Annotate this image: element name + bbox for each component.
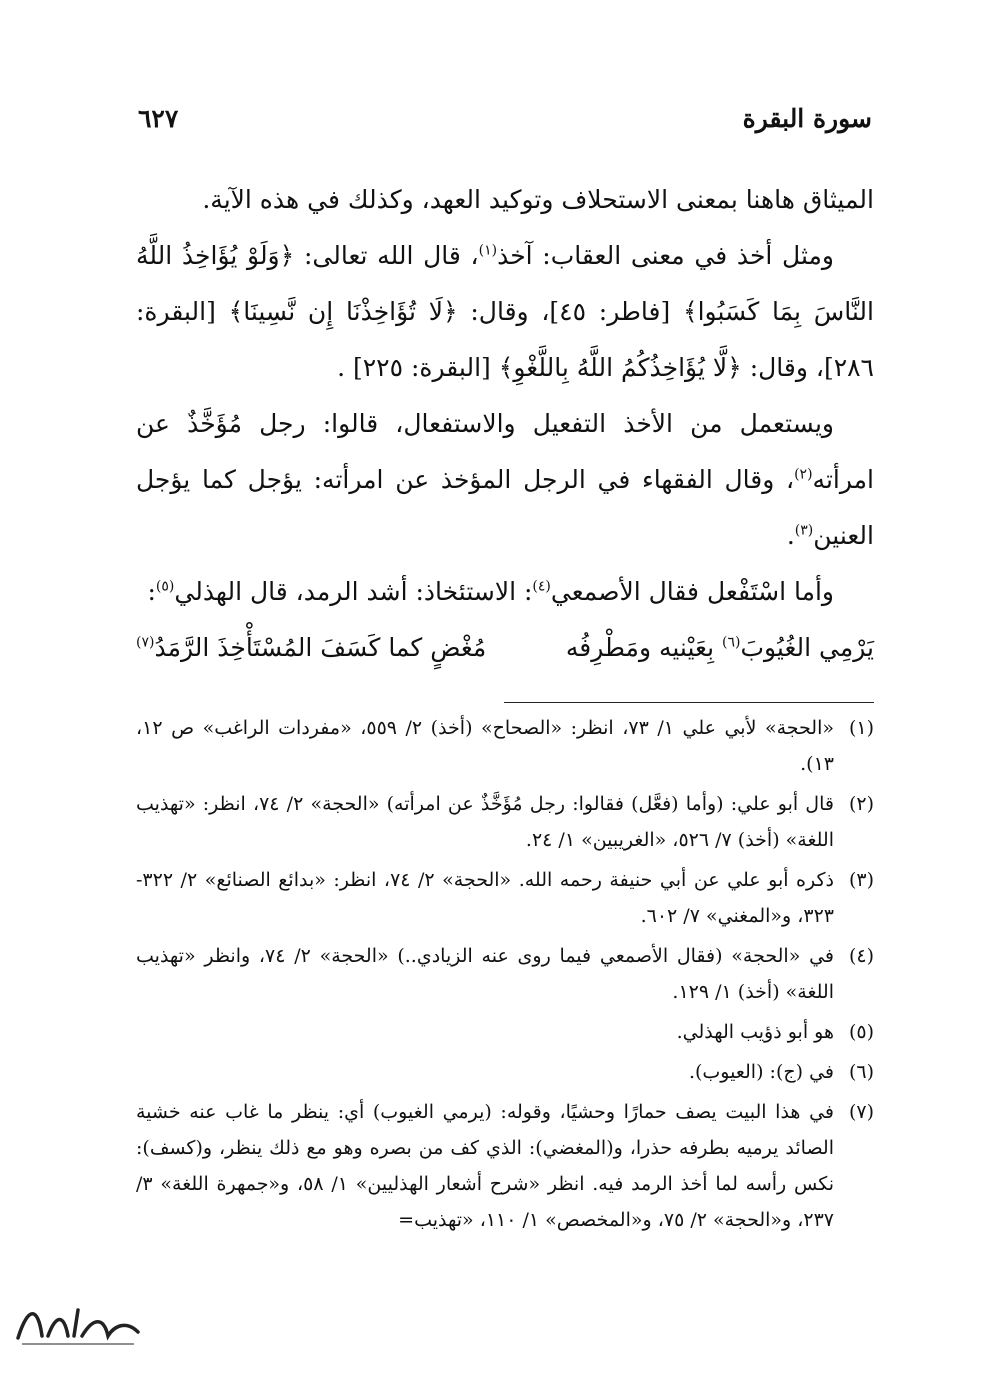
footnote-number: (٥) (848, 1021, 874, 1043)
footnote-ref-3[interactable]: (٣) (794, 522, 814, 539)
footnote (136, 710, 874, 782)
paragraph-2 (136, 228, 874, 396)
verse-second-hemistich (136, 620, 486, 676)
footnote-ref-5[interactable]: (٥) (155, 578, 175, 595)
footnote (136, 862, 874, 934)
footnote-ref-7[interactable]: (٧) (136, 634, 155, 651)
verse-right-text-a: يَرْمِي الغُيُوبَ (740, 633, 874, 662)
paragraph-2-text-b: ، قال الله تعالى: ﴿وَلَوْ يُؤَاخِذُ اللَّهُ النَّاسَ بِمَا كَسَبُوا﴾ [فاطر: ٤٥]، وقال: ﴿لَا تُؤَاخِذْنَا إِن نَّسِينَا﴾ [البقرة: ٢٨٦]، وقال: ﴿لَّا يُؤَاخِذُكُمُ اللَّهُ بِاللَّغْوِ﴾ [البقرة: ٢٢٥] . (136, 241, 874, 382)
footnote-text: في (ج): (العيوب). (688, 1061, 834, 1083)
paragraph-3 (136, 396, 874, 564)
verse-first-hemistich (566, 620, 874, 676)
footnote-ref-2[interactable]: (٢) (794, 466, 813, 483)
footnote (136, 1094, 874, 1238)
surah-title: سورة البقرة (742, 103, 872, 133)
footnote (136, 1054, 874, 1090)
footnote (136, 1014, 874, 1050)
footnotes (136, 710, 874, 1242)
footnote-text: في هذا البيت يصف حمارًا وحشيًا، وقوله: (يرمي الغيوب) أي: ينظر ما غاب عنه خشية الصائد يرميه بطرفه حذرا، و(المغضي): الذي كف من بصره وهو مع ذلك ينظر، و(كسف): نكس رأسه لما أخذ الرمد فيه. انظر «شرح أشعار الهذليين» ١/ ٥٨، و«جمهرة اللغة» ٣/ ٢٣٧، و«الحجة» ٢/ ٧٥، و«المخصص» ١/ ١١٠، «تهذيب= (136, 1101, 835, 1231)
paragraph-4 (136, 564, 874, 620)
footnote-text: في «الحجة» (فقال الأصمعي فيما روى عنه الزيادي..) «الحجة» ٢/ ٧٤، وانظر «تهذيب اللغة» (أخذ) ١/ ١٢٩. (136, 945, 834, 1003)
verse-right-text-b: بِعَيْنيه ومَطْرِفُه (565, 633, 722, 662)
paragraph-1 (136, 172, 874, 228)
paragraph-3-text-b: ، وقال الفقهاء في الرجل المؤخذ عن امرأته: يؤجل كما يؤجل العنين (136, 465, 874, 550)
footnote-number: (٢) (848, 793, 874, 815)
footnote-divider (504, 702, 874, 703)
calligraphy-logo (8, 1296, 148, 1356)
paragraph-4-text-c: : (147, 577, 156, 606)
footnote (136, 938, 874, 1010)
footnote (136, 786, 874, 858)
footnote-ref-6[interactable]: (٦) (721, 634, 741, 651)
footnote-text: ذكره أبو علي عن أبي حنيفة رحمه الله. «الحجة» ٢/ ٧٤، انظر: «بدائع الصنائع» ٢/ ٣٢٢- ٣٢٣، و«المغني» ٧/ ٦٠٢. (136, 869, 834, 927)
footnote-number: (٤) (848, 945, 874, 967)
page-number: ٦٢٧ (138, 103, 179, 133)
footnote-ref-4[interactable]: (٤) (532, 578, 551, 595)
paragraph-1-text: الميثاق هاهنا بمعنى الاستحلاف وتوكيد العهد، وكذلك في هذه الآية. (202, 185, 874, 214)
footnote-number: (١) (848, 717, 874, 739)
paragraph-3-text-c: . (786, 521, 795, 550)
paragraph-4-text-b: : الاستئخاذ: أشد الرمد، قال الهذلي (174, 577, 533, 606)
footnote-text: هو أبو ذؤيب الهذلي. (676, 1021, 834, 1043)
poetry-verse (136, 620, 874, 676)
paragraph-3-text-a: ويستعمل من الأخذ التفعيل والاستفعال، قالوا: رجل مُؤَخَّذٌ عن امرأته (136, 409, 874, 494)
page-header (138, 98, 872, 138)
main-text (136, 172, 874, 676)
footnote-ref-1[interactable]: (١) (478, 242, 498, 259)
verse-left-text: مُغْضٍ كما كَسَفَ المُسْتَأْخِذَ الرَّمَدُ (154, 633, 487, 662)
footnote-text: «الحجة» لأبي علي ١/ ٧٣، انظر: «الصحاح» (أخذ) ٢/ ٥٥٩، «مفردات الراغب» ص ١٢، ١٣). (136, 717, 834, 775)
footnote-text: قال أبو علي: (وأما (فعَّل) فقالوا: رجل مُؤَخَّذٌ عن امرأته) «الحجة» ٢/ ٧٤، انظر: «تهذيب اللغة» (أخذ) ٧/ ٥٢٦، «الغريبين» ١/ ٢٤. (136, 793, 834, 851)
footnote-number: (٧) (848, 1101, 874, 1123)
paragraph-4-text-a: وأما اسْتَفْعل فقال الأصمعي (550, 577, 834, 606)
footnote-number: (٣) (848, 869, 874, 891)
footnote-number: (٦) (848, 1061, 874, 1083)
paragraph-2-text-a: ومثل أخذ في معنى العقاب: آخذ (497, 241, 834, 270)
